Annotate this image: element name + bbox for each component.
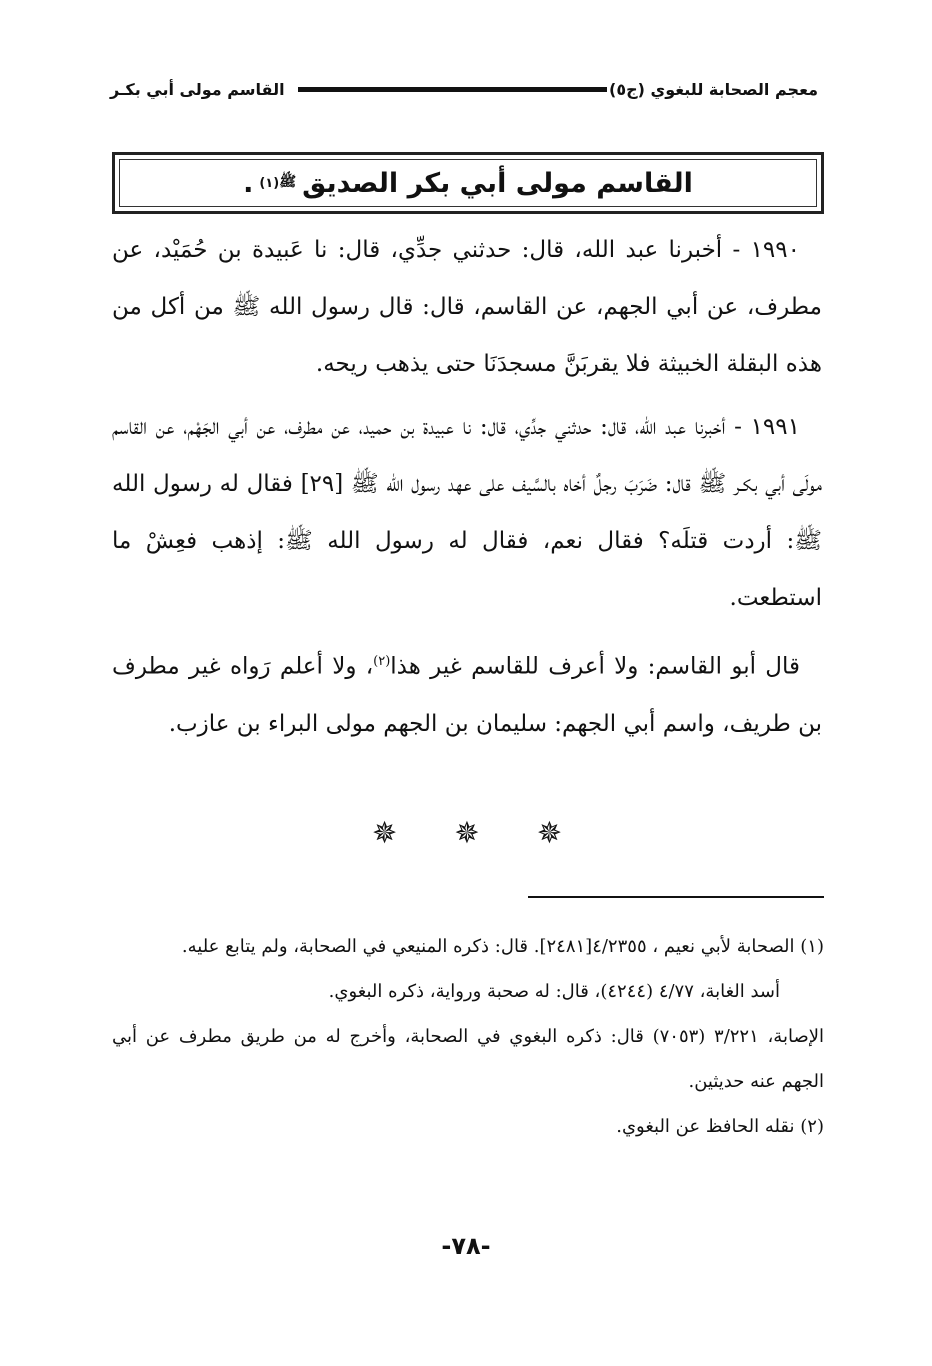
footnote-ref-2: (٢) (373, 654, 391, 669)
hadith-1990: ١٩٩٠ - أخبرنا عبد الله، قال: حدثني جدِّي، قال: نا عَبيدة بن حُمَيْد، عن مطرف، عن أبي الجهم، عن القاسم، قال: قال رسول الله ﷺ من أكل من هذه البقلة الخبيثة فلا يقربَنَّ مسجدَنَا حتى يذهب ريحه. (112, 237, 822, 377)
footnote-2: (٢) نقله الحافظ عن البغوي. (616, 1116, 824, 1137)
star-ornament-icon: ✵ (454, 816, 480, 851)
header-section-title: القاسم مولى أبي بكـر (110, 79, 285, 99)
author-note-text-a: قال أبو القاسم: ولا أعرف للقاسم غير هذا (390, 653, 800, 680)
chapter-title-text: القاسم مولى أبي بكر الصديق (302, 167, 693, 199)
footnote-1: (١) الصحابة لأبي نعيم ، ٤/٢٣٥٥[٢٤٨١]. قال: ذكره المنيعي في الصحابة، ولم يتابع عليه. (181, 936, 824, 957)
title-period: . (243, 167, 254, 199)
author-note (112, 633, 822, 753)
footnotes (112, 924, 824, 1149)
chapter-title (119, 159, 817, 207)
footnote-1-isaba (112, 1014, 824, 1104)
footnote-1-usd-al-ghaba: أسد الغابة، ٤/٧٧ (٤٢٤٤)، قال: له صحبة ورواية، ذكره البغوي. (328, 981, 780, 1002)
honorific-mark: ﷺ (279, 174, 297, 190)
footnote-ref-1: (١) (259, 175, 280, 191)
running-header (108, 74, 820, 104)
header-book-title: معجم الصحابة للبغوي (ج٥) (609, 79, 818, 99)
footnote-1-isaba-text: الإصابة، ٣/٢٢١ (٧٠٥٣) قال: ذكره البغوي في الصحابة، وأخرج له من طريق مطرف عن أبي الجهم عنه حديثين. (112, 1026, 824, 1092)
page-number: -٧٨- (441, 1232, 491, 1260)
main-text (112, 222, 822, 753)
star-ornament-icon: ✵ (372, 816, 398, 851)
star-ornament-icon: ✵ (536, 816, 562, 851)
hadith-1991: ١٩٩١ - أخبرنا عبد الله، قال: حدثني جدِّي، قال: نا عبيدة بن حميد، عن مطرف، عن أبي الجَهْم، عن القاسم مولَى أبي بكـر ﷺ قال: ضَرَبَ رجلٌ أخاه بالسَّيف على عهد رسول الله ﷺ [٢٩] فقال له رسول الله ﷺ: أردت قتلَه؟ فقال نعم، فقال له رسول الله ﷺ: إذهب فعِشْ ما استطعت. (112, 414, 822, 611)
chapter-title-box (112, 152, 824, 214)
header-rule (298, 87, 612, 92)
author-note-text-b: ، ولا أعلم رَواه غير مطرف بن طريف، واسم أبي الجهم: سليمان بن الجهم مولى البراء بن عازب. (112, 653, 822, 737)
section-divider-stars (372, 814, 562, 854)
footnote-separator (528, 896, 824, 898)
